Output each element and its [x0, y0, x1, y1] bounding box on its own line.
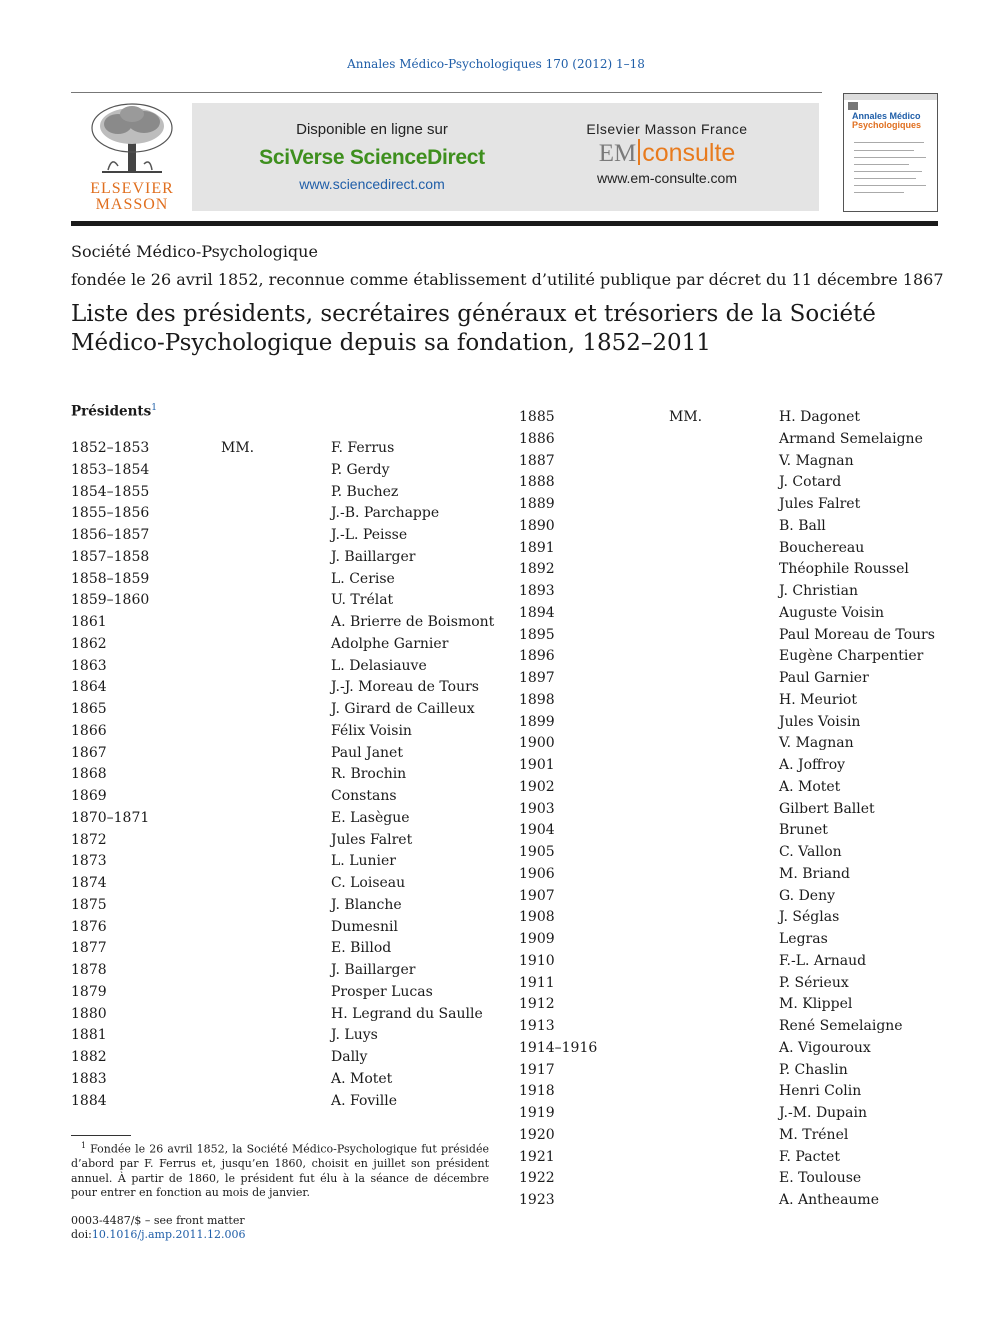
- president-years: 1917: [519, 1061, 555, 1078]
- president-years: 1883: [71, 1070, 107, 1087]
- president-years: 1920: [519, 1126, 555, 1143]
- president-row: [71, 1004, 511, 1024]
- president-row: [71, 1091, 511, 1111]
- president-row: [519, 1190, 959, 1210]
- sciverse-brand: SciVerse ScienceDirect: [259, 146, 485, 169]
- president-row: [519, 603, 959, 623]
- president-years: 1875: [71, 896, 107, 913]
- president-name: H. Meuriot: [779, 691, 857, 708]
- president-row: [71, 590, 511, 610]
- president-row: [71, 873, 511, 893]
- president-row: [71, 1025, 511, 1045]
- president-name: H. Legrand du Saulle: [331, 1005, 483, 1022]
- president-years: 1894: [519, 604, 555, 621]
- president-row: [71, 438, 511, 458]
- president-name: L. Lunier: [331, 853, 396, 870]
- president-name: Auguste Voisin: [779, 604, 885, 621]
- president-row: [519, 799, 959, 819]
- president-years: 1900: [519, 735, 555, 752]
- president-row: [71, 721, 511, 741]
- president-name: Armand Semelaigne: [779, 430, 923, 447]
- sciencedirect-link[interactable]: www.sciencedirect.com: [299, 176, 445, 192]
- president-years: 1857–1858: [71, 548, 150, 565]
- president-name: J. Baillarger: [331, 548, 416, 565]
- president-years: 1873: [71, 853, 107, 870]
- president-row: [519, 951, 959, 971]
- president-years: 1910: [519, 952, 555, 969]
- president-row: [519, 1016, 959, 1036]
- president-name: P. Chaslin: [779, 1061, 848, 1078]
- president-row: [71, 851, 511, 871]
- president-row: [71, 786, 511, 806]
- society-name: Société Médico-Psychologique: [71, 242, 318, 261]
- elsevier-tree-icon: [82, 100, 182, 180]
- president-years: 1884: [71, 1092, 107, 1109]
- president-name: V. Magnan: [779, 452, 854, 469]
- president-name: Paul Janet: [331, 744, 403, 761]
- availability-banner: [192, 103, 819, 211]
- president-years: 1907: [519, 887, 555, 904]
- president-row: [519, 1125, 959, 1145]
- president-name: R. Brochin: [331, 766, 407, 783]
- footnote-rule: [71, 1135, 131, 1136]
- president-row: [519, 1060, 959, 1080]
- president-name: Constans: [331, 788, 397, 804]
- president-name: P. Buchez: [331, 483, 399, 500]
- president-row: [519, 668, 959, 688]
- president-years: 1869: [71, 788, 107, 804]
- president-years: 1896: [519, 648, 555, 665]
- cover-title-line2: Psychologiques: [852, 120, 922, 130]
- cover-line: [854, 157, 926, 158]
- emconsulte-brand: [547, 139, 787, 168]
- president-years: 1909: [519, 931, 555, 947]
- president-row: [71, 1047, 511, 1067]
- president-years: 1913: [519, 1018, 555, 1034]
- president-row: [71, 677, 511, 697]
- president-row: [519, 755, 959, 775]
- president-name: J. Cotard: [779, 474, 842, 491]
- president-name: René Semelaigne: [779, 1018, 903, 1034]
- president-row: [519, 581, 959, 601]
- president-years: 1897: [519, 670, 555, 686]
- president-name: Eugène Charpentier: [779, 648, 924, 665]
- president-name: P. Sérieux: [779, 974, 849, 991]
- president-name: Jules Voisin: [779, 713, 861, 730]
- president-row: [519, 407, 959, 427]
- consulte-text: consulte: [642, 139, 736, 167]
- president-name: A. Vigouroux: [779, 1039, 871, 1056]
- president-years: 1856–1857: [71, 527, 150, 543]
- president-row: [71, 830, 511, 850]
- presidents-heading-text: Présidents: [71, 403, 152, 420]
- president-name: Dumesnil: [331, 918, 398, 935]
- president-years: 1901: [519, 757, 555, 773]
- president-name: P. Gerdy: [331, 461, 390, 478]
- president-row: [519, 842, 959, 862]
- doi-line: [71, 1228, 246, 1241]
- president-years: 1862: [71, 635, 107, 652]
- president-row: [71, 699, 511, 719]
- brand-divider: [638, 139, 640, 165]
- footnote-text: Fondée le 26 avril 1852, la Société Médico-Psychologique fut présidée d’abord par F. Ferrus et, jusqu’en 1860, choisit en juillet son président annuel. À partir de 1860, le président fut élu à la séance de décembre pour entrer en fonction au mois de janvier.: [71, 1142, 489, 1200]
- president-years: 1867: [71, 744, 107, 761]
- footnote: [71, 1139, 489, 1201]
- cover-line: [854, 178, 916, 179]
- president-row: [71, 1069, 511, 1089]
- president-name: L. Cerise: [331, 570, 395, 587]
- president-row: [519, 625, 959, 645]
- article-title: Liste des présidents, secrétaires généraux et trésoriers de la Société Médico-Psychologique depuis sa fondation, 1852–2011: [71, 301, 876, 356]
- president-name: E. Billod: [331, 940, 392, 957]
- president-name: A. Brierre de Boismont: [331, 614, 495, 630]
- president-years: 1899: [519, 713, 555, 730]
- president-row: [71, 460, 511, 480]
- president-name: M. Briand: [779, 865, 851, 882]
- journal-cover-icon: [843, 93, 938, 212]
- president-name: Dally: [331, 1049, 368, 1065]
- president-years: 1861: [71, 614, 107, 630]
- president-name: U. Trélat: [331, 592, 394, 609]
- president-name: A. Motet: [779, 778, 841, 795]
- president-name: L. Delasiauve: [331, 657, 427, 674]
- president-row: [71, 764, 511, 784]
- president-name: E. Lasègue: [331, 809, 410, 826]
- president-row: [519, 1103, 959, 1123]
- president-name: M. Trénel: [779, 1126, 849, 1143]
- president-row: [519, 1081, 959, 1101]
- president-years: 1919: [519, 1105, 555, 1121]
- president-years: 1854–1855: [71, 483, 150, 500]
- president-row: [519, 886, 959, 906]
- president-row: [71, 960, 511, 980]
- president-years: 1889: [519, 496, 555, 512]
- president-years: 1874: [71, 875, 107, 891]
- president-row: [71, 743, 511, 763]
- president-name: J. Blanche: [331, 896, 402, 913]
- president-row: [71, 547, 511, 567]
- available-online-label: Disponible en ligne sur: [296, 121, 448, 138]
- president-row: [71, 808, 511, 828]
- sciencedirect-block: [252, 121, 492, 192]
- president-row: [71, 525, 511, 545]
- president-years: 1864: [71, 679, 107, 696]
- president-name: C. Vallon: [779, 844, 842, 860]
- president-years: 1908: [519, 909, 555, 926]
- header-rule: [71, 92, 822, 93]
- president-row: [519, 994, 959, 1014]
- president-row: [71, 938, 511, 958]
- president-name: E. Toulouse: [779, 1170, 862, 1187]
- president-years: 1911: [519, 974, 555, 991]
- president-years: 1866: [71, 722, 107, 739]
- president-row: [519, 646, 959, 666]
- president-row: [519, 712, 959, 732]
- cover-line: [854, 150, 914, 151]
- president-years: 1886: [519, 430, 555, 447]
- president-years: 1872: [71, 831, 107, 848]
- presidents-heading: [71, 403, 157, 420]
- president-years: 1885: [519, 409, 555, 425]
- president-name: J.-L. Peisse: [331, 527, 408, 543]
- president-years: 1912: [519, 996, 555, 1013]
- issn-line: 0003-4487/$ – see front matter: [71, 1214, 245, 1227]
- president-name: Henri Colin: [779, 1083, 862, 1100]
- president-name: Jules Falret: [779, 496, 861, 512]
- president-years: 1882: [71, 1049, 107, 1065]
- president-years: 1887: [519, 452, 555, 469]
- president-years: 1863: [71, 657, 107, 674]
- president-years: 1891: [519, 539, 555, 556]
- president-row: [519, 973, 959, 993]
- doi-prefix: doi:: [71, 1228, 92, 1241]
- president-years: 1923: [519, 1192, 555, 1208]
- president-name: Jules Falret: [331, 831, 413, 848]
- cover-title: [852, 112, 921, 130]
- president-row: [519, 733, 959, 753]
- president-years: 1918: [519, 1083, 555, 1100]
- president-row: [71, 656, 511, 676]
- president-name: A. Motet: [331, 1070, 393, 1087]
- president-years: 1902: [519, 778, 555, 795]
- president-years: 1904: [519, 822, 555, 839]
- president-years: 1852–1853: [71, 440, 150, 456]
- president-name: M. Klippel: [779, 996, 853, 1013]
- president-years: 1906: [519, 865, 555, 882]
- president-row: [519, 538, 959, 558]
- elsevier-masson-france-label: Elsevier Masson France: [586, 121, 748, 137]
- cover-line: [854, 192, 904, 193]
- president-years: 1895: [519, 626, 555, 643]
- president-row: [519, 1168, 959, 1188]
- president-row: [519, 494, 959, 514]
- president-years: 1914–1916: [519, 1039, 598, 1056]
- president-years: 1905: [519, 844, 555, 860]
- president-name: J.-J. Moreau de Tours: [331, 679, 479, 696]
- president-name: Théophile Roussel: [779, 561, 909, 578]
- president-years: 1853–1854: [71, 461, 150, 478]
- president-years: 1892: [519, 561, 555, 578]
- president-name: Félix Voisin: [331, 722, 412, 739]
- president-years: 1878: [71, 962, 107, 978]
- president-row: [71, 895, 511, 915]
- president-row: [519, 864, 959, 884]
- president-name: Adolphe Garnier: [331, 635, 449, 652]
- president-years: 1877: [71, 940, 107, 957]
- president-name: V. Magnan: [779, 735, 854, 752]
- president-name: A. Foville: [331, 1092, 398, 1109]
- footnote-number: 1: [81, 1141, 87, 1150]
- journal-reference[interactable]: Annales Médico-Psychologiques 170 (2012) 1–18: [347, 57, 645, 71]
- president-years: 1893: [519, 583, 555, 599]
- president-years: 1876: [71, 918, 107, 935]
- emconsulte-block: [547, 121, 787, 186]
- president-name: H. Dagonet: [779, 409, 860, 425]
- president-row: [71, 917, 511, 937]
- president-row: [519, 472, 959, 492]
- president-name: Paul Garnier: [779, 670, 869, 686]
- cover-line: [854, 185, 926, 186]
- president-years: 1921: [519, 1148, 555, 1165]
- president-name: G. Deny: [779, 887, 836, 904]
- president-name: Gilbert Ballet: [779, 800, 875, 817]
- president-name: F.-L. Arnaud: [779, 952, 867, 969]
- em-text: EM: [598, 140, 637, 167]
- publisher-logo: [82, 100, 182, 214]
- logo-masson-text: MASSON: [95, 196, 169, 213]
- president-name: A. Antheaume: [779, 1192, 879, 1208]
- president-name: Legras: [779, 931, 828, 947]
- president-row: [71, 982, 511, 1002]
- logo-elsevier-text: ELSEVIER: [90, 180, 174, 197]
- president-row: [519, 451, 959, 471]
- president-years: 1898: [519, 691, 555, 708]
- doi-link[interactable]: 10.1016/j.amp.2011.12.006: [91, 1228, 246, 1241]
- president-name: J.-M. Dupain: [779, 1105, 867, 1121]
- president-row: [519, 1038, 959, 1058]
- president-row: [519, 429, 959, 449]
- president-name: J. Séglas: [779, 909, 840, 926]
- president-name: F. Ferrus: [331, 440, 395, 456]
- president-name: Paul Moreau de Tours: [779, 626, 935, 643]
- cover-line: [854, 142, 924, 143]
- president-years: 1870–1871: [71, 809, 150, 826]
- president-name: J. Girard de Cailleux: [331, 701, 475, 717]
- president-years: 1888: [519, 474, 555, 491]
- cover-line: [854, 164, 909, 165]
- president-row: [519, 1147, 959, 1167]
- president-name: Bouchereau: [779, 539, 865, 556]
- president-row: [519, 929, 959, 949]
- president-row: [519, 690, 959, 710]
- president-name: B. Ball: [779, 517, 826, 534]
- president-years: 1903: [519, 800, 555, 817]
- president-row: [71, 634, 511, 654]
- president-years: 1880: [71, 1005, 107, 1022]
- president-row: [519, 907, 959, 927]
- president-name: Brunet: [779, 822, 828, 839]
- president-years: 1858–1859: [71, 570, 150, 587]
- footnote-ref[interactable]: 1: [151, 403, 157, 413]
- president-row: [519, 516, 959, 536]
- president-years: 1922: [519, 1170, 555, 1187]
- president-row: [519, 777, 959, 797]
- president-years: 1859–1860: [71, 592, 150, 609]
- president-years: 1879: [71, 983, 107, 1000]
- president-row: [71, 503, 511, 523]
- president-name: J.-B. Parchappe: [331, 505, 440, 522]
- president-years: 1855–1856: [71, 505, 150, 522]
- president-row: [71, 482, 511, 502]
- president-name: J. Christian: [779, 583, 858, 599]
- honorific: MM.: [221, 440, 255, 456]
- president-name: Prosper Lucas: [331, 983, 433, 1000]
- emconsulte-link[interactable]: www.em-consulte.com: [596, 170, 738, 186]
- cover-line: [854, 171, 922, 172]
- president-row: [71, 569, 511, 589]
- president-row: [71, 612, 511, 632]
- cover-title-line1: Annales Médico: [852, 111, 921, 121]
- president-name: J. Luys: [331, 1027, 378, 1044]
- president-row: [519, 820, 959, 840]
- president-row: [519, 559, 959, 579]
- honorific: MM.: [669, 409, 703, 425]
- president-name: F. Pactet: [779, 1148, 840, 1165]
- president-years: 1865: [71, 701, 107, 717]
- president-years: 1868: [71, 766, 107, 783]
- founded-statement: fondée le 26 avril 1852, reconnue comme établissement d’utilité publique par décret du 11 décembre 1867: [71, 270, 944, 289]
- cover-logo-mark: [848, 102, 858, 110]
- president-years: 1881: [71, 1027, 107, 1044]
- president-years: 1890: [519, 517, 555, 534]
- header-thick-rule: [71, 221, 938, 226]
- president-name: C. Loiseau: [331, 875, 406, 891]
- president-name: J. Baillarger: [331, 962, 416, 978]
- president-name: A. Joffroy: [779, 757, 846, 773]
- cover-top-strip: [844, 94, 937, 100]
